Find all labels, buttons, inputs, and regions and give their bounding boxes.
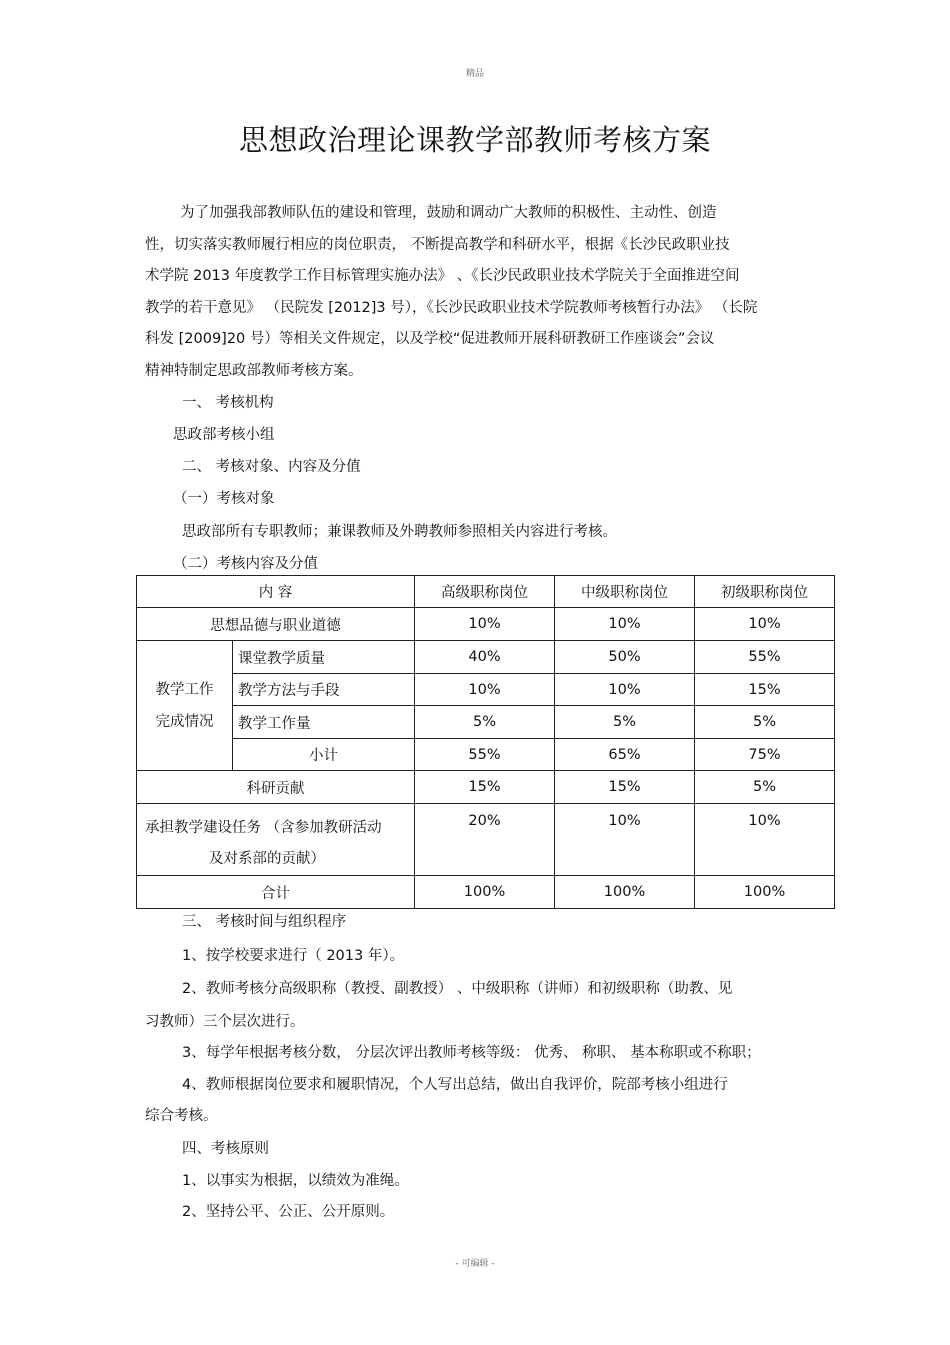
- ethics-senior: 10%: [415, 608, 555, 641]
- table-row: [137, 771, 835, 804]
- section3-item2-line2: 习教师）三个层次进行。: [145, 1014, 305, 1030]
- subtotal-junior: 75%: [695, 739, 835, 771]
- ethics-label: 思想品德与职业道德: [137, 608, 415, 641]
- teaching-row-senior: 5%: [415, 706, 555, 739]
- intro-line-1: 为了加强我部教师队伍的建设和管理，鼓励和调动广大教师的积极性、主动性、创造: [180, 205, 717, 221]
- section3-item4-line1: 4、教师根据岗位要求和履职情况，个人写出总结，做出自我评价，院部考核小组进行: [182, 1077, 728, 1093]
- page-title: 思想政治理论课教学部教师考核方案: [238, 123, 711, 157]
- total-senior: 100%: [415, 876, 555, 909]
- teaching-row-junior: 15%: [695, 674, 835, 706]
- teaching-row-label: 课堂教学质量: [233, 641, 415, 674]
- tasks-label: [137, 804, 415, 876]
- header-watermark: 精品: [465, 69, 484, 79]
- header-junior: 初级职称岗位: [695, 576, 835, 608]
- subtotal-senior: 55%: [415, 739, 555, 771]
- header-content: 内 容: [137, 576, 415, 608]
- table-row: [137, 674, 835, 706]
- total-middle: 100%: [555, 876, 695, 909]
- section3-item2-line1: 2、教师考核分高级职称（教授、副教授） 、中级职称（讲师）和初级职称（助教、见: [182, 981, 733, 997]
- table-row: [137, 876, 835, 909]
- teaching-row-senior: 40%: [415, 641, 555, 674]
- research-middle: 15%: [555, 771, 695, 804]
- teaching-group-line-1: 教学工作: [155, 681, 214, 698]
- assessment-table: [136, 575, 835, 909]
- section1-heading: 一、 考核机构: [182, 395, 274, 411]
- section3-item4-line2: 综合考核。: [145, 1108, 218, 1124]
- header-senior: 高级职称岗位: [415, 576, 555, 608]
- tasks-label-line-1: 承担教学建设任务 （含参加教研活动: [145, 820, 382, 836]
- intro-line-3: 术学院 2013 年度教学工作目标管理实施办法》 、《长沙民政职业技术学院关于全面推进空间: [145, 268, 740, 284]
- teaching-row-junior: 5%: [695, 706, 835, 739]
- teaching-row-middle: 5%: [555, 706, 695, 739]
- section4-item1: 1、以事实为根据，以绩效为准绳。: [182, 1173, 409, 1189]
- section4-heading: 四、考核原则: [182, 1141, 269, 1157]
- teaching-row-middle: 50%: [555, 641, 695, 674]
- teaching-row-middle: 10%: [555, 674, 695, 706]
- research-label: 科研贡献: [137, 771, 415, 804]
- intro-line-2: 性，切实落实教师履行相应的岗位职责， 不断提高教学和科研水平，根据《长沙民政职业技: [145, 237, 730, 253]
- tasks-senior: 20%: [415, 804, 555, 876]
- teaching-group-line-2: 完成情况: [155, 713, 214, 730]
- table-row: [137, 608, 835, 641]
- table-header-row: [137, 576, 835, 608]
- teaching-row-senior: 10%: [415, 674, 555, 706]
- section1-body: 思政部考核小组: [173, 427, 275, 443]
- subtotal-middle: 65%: [555, 739, 695, 771]
- header-middle: 中级职称岗位: [555, 576, 695, 608]
- tasks-junior: 10%: [695, 804, 835, 876]
- section3-item1: 1、按学校要求进行（ 2013 年）。: [182, 948, 405, 964]
- tasks-label-line-2: 及对系部的贡献）: [209, 851, 325, 867]
- section2-sub1: （一）考核对象: [173, 491, 275, 507]
- total-label: 合计: [137, 876, 415, 909]
- intro-line-4: 教学的若干意见》 （民院发 [2012]3 号），《长沙民政职业技术学院教师考核暂行办法》 （长院: [145, 300, 758, 316]
- ethics-middle: 10%: [555, 608, 695, 641]
- teaching-row-junior: 55%: [695, 641, 835, 674]
- tasks-middle: 10%: [555, 804, 695, 876]
- section2-sub2: （二）考核内容及分值: [173, 556, 318, 572]
- section3-heading: 三、 考核时间与组织程序: [182, 914, 347, 930]
- section2-sub1-body: 思政部所有专职教师；兼课教师及外聘教师参照相关内容进行考核。: [182, 524, 617, 540]
- footer-watermark: - 可编辑 -: [455, 1259, 495, 1269]
- intro-line-5: 科发 [2009]20 号）等相关文件规定，以及学校“促进教师开展科研教研工作座谈会”会议: [145, 331, 715, 347]
- ethics-junior: 10%: [695, 608, 835, 641]
- table-row: [137, 804, 835, 876]
- table-row: [137, 739, 835, 771]
- research-junior: 5%: [695, 771, 835, 804]
- table-row: [137, 641, 835, 674]
- section3-item3: 3、每学年根据考核分数， 分层次评出教师考核等级： 优秀、 称职、 基本称职或不称职；: [182, 1045, 761, 1061]
- table-row: [137, 706, 835, 739]
- teaching-row-label: 教学方法与手段: [233, 674, 415, 706]
- section2-heading: 二、 考核对象、内容及分值: [182, 459, 361, 475]
- teaching-group-label: [137, 641, 233, 771]
- section4-item2: 2、坚持公平、公正、公开原则。: [182, 1204, 395, 1220]
- research-senior: 15%: [415, 771, 555, 804]
- total-junior: 100%: [695, 876, 835, 909]
- subtotal-label: 小计: [233, 739, 415, 771]
- intro-line-6: 精神特制定思政部教师考核方案。: [145, 363, 363, 379]
- teaching-row-label: 教学工作量: [233, 706, 415, 739]
